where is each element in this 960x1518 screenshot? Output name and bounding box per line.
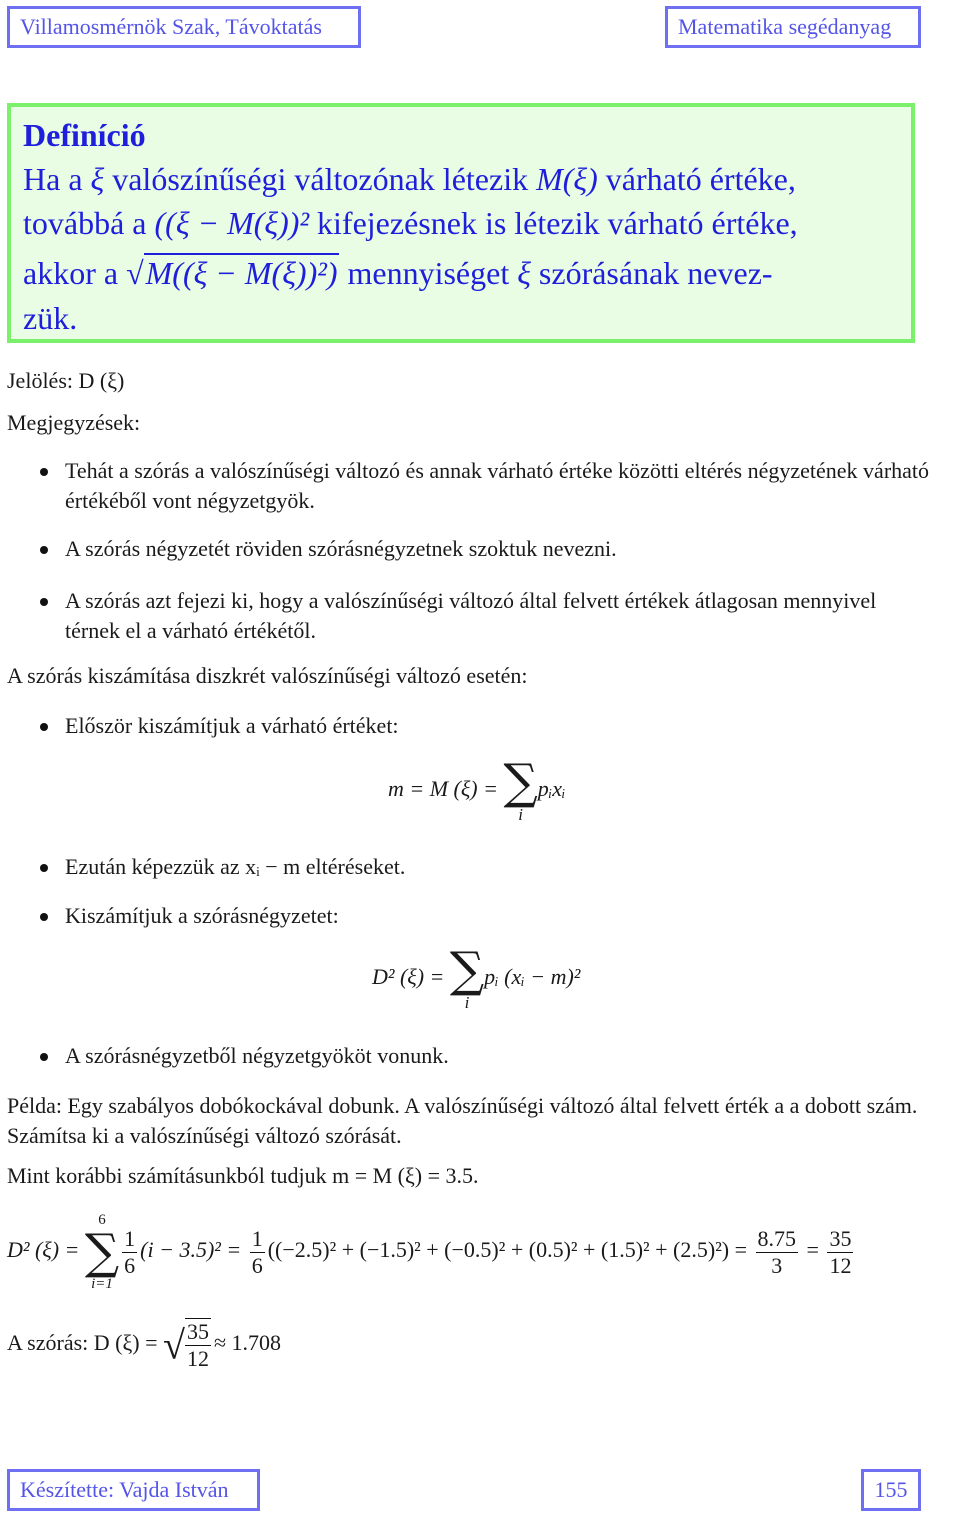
definition-box: [7, 103, 915, 343]
remark-item: A szórás azt fejezi ki, hogy a valószínűségi változó által felvett értékek átlagosan mennyivel térnek el a várható értékétől.: [65, 588, 877, 643]
bullet-dot: [40, 913, 48, 921]
remarks-label: Megjegyzések:: [7, 410, 141, 435]
step-item: Kiszámítjuk a szórásnégyzetet:: [65, 903, 339, 928]
bullet-dot: [40, 546, 48, 554]
formula-mean: m = M (ξ) = ∑ i pᵢxᵢ: [388, 754, 566, 824]
bullet-dot: [40, 864, 48, 872]
definition-line-3: akkor a √M((ξ − M(ξ))²) mennyiséget ξ szórásának nevez-: [23, 245, 899, 301]
definition-title: Definíció: [23, 117, 146, 153]
page-number: 155: [861, 1469, 921, 1511]
formula-variance: D² (ξ) = ∑ i pᵢ (xᵢ − m)²: [372, 942, 581, 1012]
bullet-dot: [40, 1053, 48, 1061]
bullet-dot: [40, 723, 48, 731]
notation: Jelölés: D (ξ): [7, 368, 125, 393]
example-text: Példa: Egy szabályos dobókockával dobunk. A valószínűségi változó által felvett érték a a dobott szám. Számítsa ki a valószínűségi változó szórását.: [7, 1093, 918, 1148]
step-item: Ezután képezzük az xᵢ − m eltéréseket.: [65, 854, 406, 879]
remark-item: Tehát a szórás a valószínűségi változó és annak várható értéke közötti eltérés négyzetének várható értékéből vont négyzetgyök.: [65, 458, 930, 513]
step-item: A szórásnégyzetből négyzetgyököt vonunk.: [65, 1043, 449, 1068]
definition-line-4: zük.: [23, 300, 78, 336]
variance-calculation: D² (ξ) = 6 ∑ i=1 $\frac{1}{6}$ (i − 3.5)² = $\frac{1}{6}$ ((−2.5)² + (−1.5)² + (−0.5)² + (0.5)² + (1.5)² + (2.5)²) = $\frac{8.75}{3}$ = $\frac{35}{12}$: [7, 1212, 852, 1292]
std-result: A szórás: D (ξ) = √ $\frac{35}{12}$ ≈ 1.708: [7, 1319, 282, 1371]
course-title: Villamosmérnök Szak, Távoktatás: [7, 6, 361, 48]
bullet-dot: [40, 468, 48, 476]
prior-result: Mint korábbi számításunkból tudjuk m = M (ξ) = 3.5.: [7, 1163, 479, 1188]
subject-title: Matematika segédanyag: [665, 6, 921, 48]
definition-line-1: Ha a ξ valószínűségi változónak létezik M(ξ) várható értéke,: [23, 161, 796, 197]
sqrt-expression: √M((ξ − M(ξ))²): [126, 255, 338, 291]
step-item: Először kiszámítjuk a várható értéket:: [65, 713, 399, 738]
bullet-dot: [40, 598, 48, 606]
author-footer: Készítette: Vajda István: [7, 1469, 260, 1511]
definition-line-2: továbbá a ((ξ − M(ξ))² kifejezésnek is létezik várható értéke,: [23, 205, 798, 241]
remark-item: A szórás négyzetét röviden szórásnégyzetnek szoktuk nevezni.: [65, 536, 617, 561]
discrete-intro: A szórás kiszámítása diszkrét valószínűségi változó esetén:: [7, 663, 528, 688]
